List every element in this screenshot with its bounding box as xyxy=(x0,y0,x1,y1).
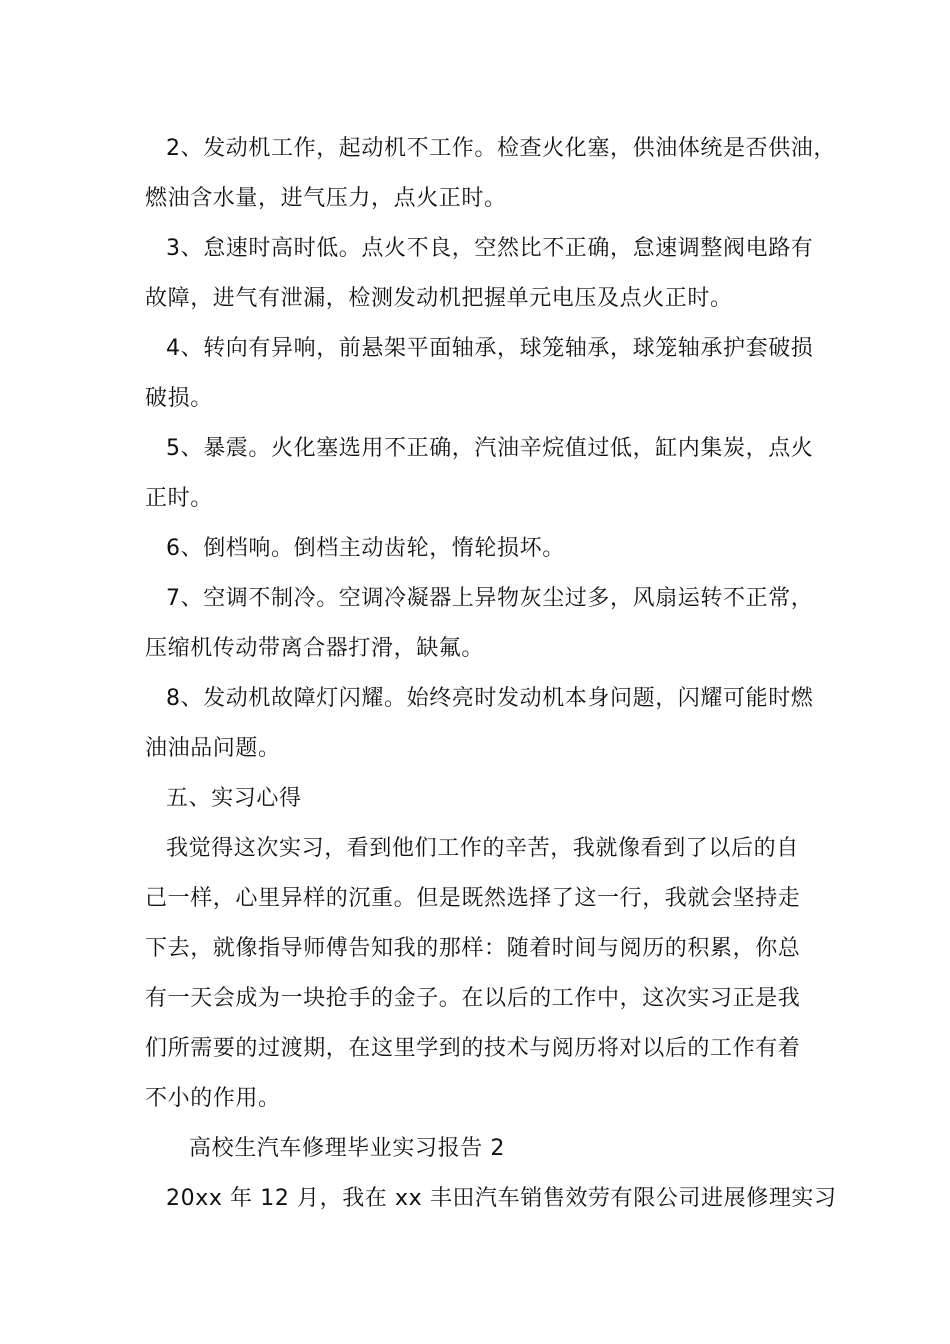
text-line: 油油品问题。 xyxy=(145,736,281,761)
text-line: 故障，进气有泄漏，检测发动机把握单元电压及点火正时。 xyxy=(145,286,733,311)
text-line: 破损。 xyxy=(145,386,213,411)
text-line: 5、暴震。火化塞选用不正确，汽油辛烷值过低，缸内集炭，点火 xyxy=(166,436,814,461)
text-line: 7、空调不制冷。空调冷凝器上异物灰尘过多，风扇运转不正常， xyxy=(166,586,814,611)
report-title: 高校生汽车修理毕业实习报告 2 xyxy=(189,1136,505,1161)
text-line: 2、发动机工作，起动机不工作。检查火化塞，供油体统是否供油， xyxy=(166,136,836,161)
text-line: 们所需要的过渡期，在这里学到的技术与阅历将对以后的工作有着 xyxy=(145,1036,801,1061)
text-line: 有一天会成为一块抢手的金子。在以后的工作中，这次实习正是我 xyxy=(145,986,801,1011)
text-line: 燃油含水量，进气压力，点火正时。 xyxy=(145,186,507,211)
text-line: 不小的作用。 xyxy=(145,1086,281,1111)
text-line: 我觉得这次实习，看到他们工作的辛苦，我就像看到了以后的自 xyxy=(166,836,799,861)
text-line: 20xx 年 12 月，我在 xx 丰田汽车销售效劳有限公司进展修理实习 xyxy=(166,1186,837,1211)
text-line: 6、倒档响。倒档主动齿轮，惰轮损坏。 xyxy=(166,536,565,561)
text-line: 己一样，心里异样的沉重。但是既然选择了这一行，我就会坚持走 xyxy=(145,886,801,911)
text-line: 压缩机传动带离合器打滑，缺氟。 xyxy=(145,636,485,661)
text-line: 正时。 xyxy=(145,486,213,511)
section-heading: 五、实习心得 xyxy=(166,786,302,811)
text-line: 4、转向有异响，前悬架平面轴承，球笼轴承，球笼轴承护套破损 xyxy=(166,336,814,361)
document-body xyxy=(145,124,837,1224)
text-line: 下去，就像指导师傅告知我的那样：随着时间与阅历的积累，你总 xyxy=(145,936,801,961)
text-line: 8、发动机故障灯闪耀。始终亮时发动机本身问题，闪耀可能时燃 xyxy=(166,686,814,711)
text-line: 3、怠速时高时低。点火不良，空然比不正确，怠速调整阀电路有 xyxy=(166,236,814,261)
